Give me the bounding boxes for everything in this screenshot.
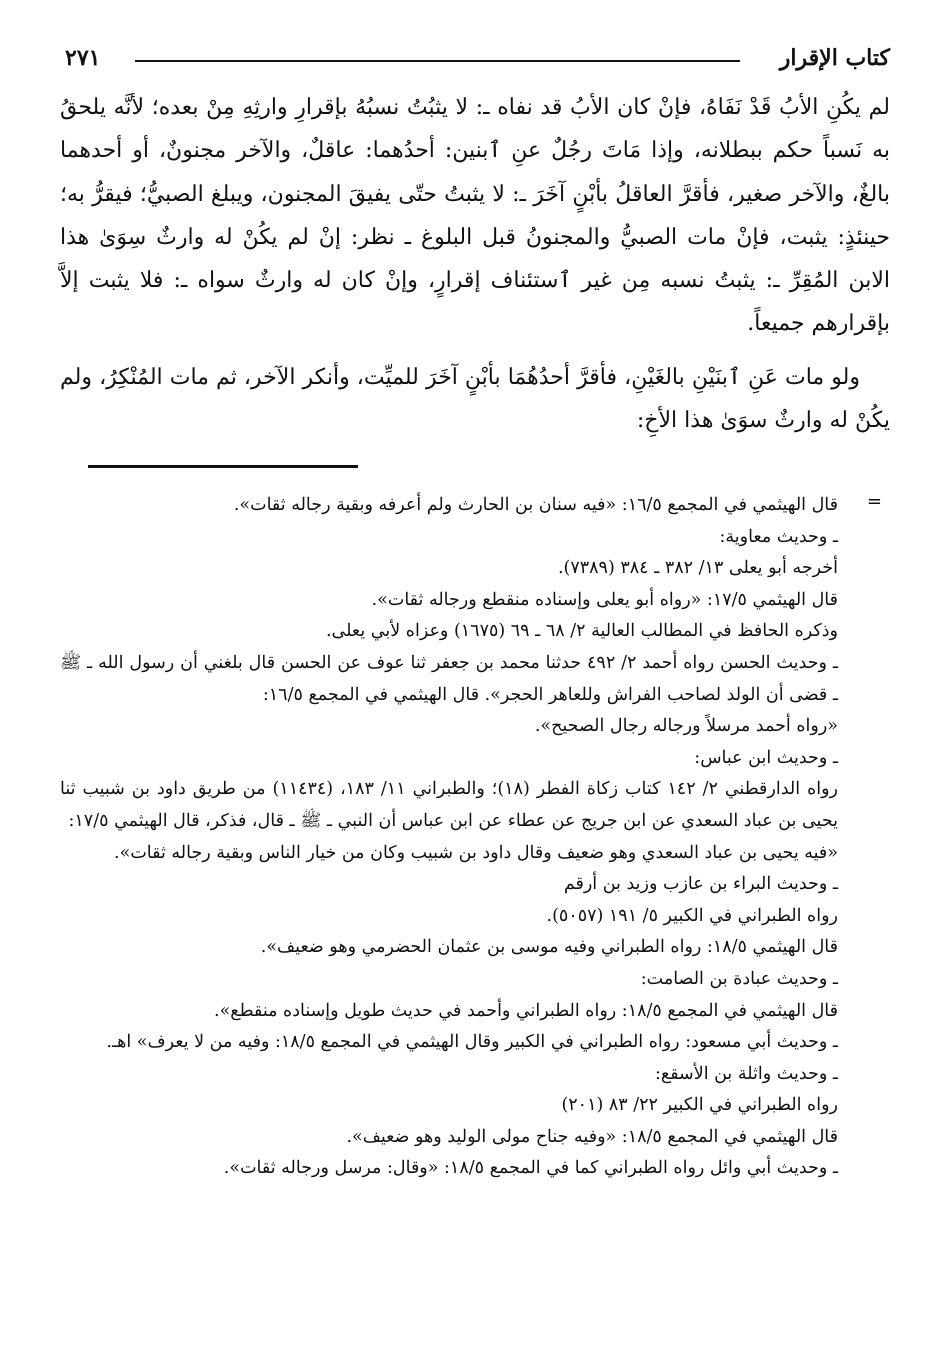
footnote-line: رواه الدارقطني ٢/ ١٤٢ كتاب زكاة الفطر (١٨)؛ والطبراني ١١/ ١٨٣، (١١٤٣٤) من طريق داود بن شبيب ثنا يحيى بن عباد السعدي عن ابن جريج عن عطاء عن ابن عباس أن النبي ـ ﷺ ـ قال، فذكر، قال الهيثمي ١٧/٥: xyxy=(60,779,838,831)
footnote-line: ـ وحديث أبي وائل رواه الطبراني كما في المجمع ١٨/٥: «وقال: مرسل ورجاله ثقات». xyxy=(223,1158,838,1179)
footnote-line: ـ وحديث الحسن رواه أحمد ٢/ ٤٩٢ حدثنا محمد بن جعفر ثنا عوف عن الحسن قال بلغني أن رسول الله ـ ﷺ ـ قضى أن الولد لصاحب الفراش وللعاهر الحجر». قال الهيثمي في المجمع ١٦/٥: xyxy=(60,652,838,705)
footnote-line: ـ وحديث عبادة بن الصامت: xyxy=(640,968,838,989)
footnote-line: وذكره الحافظ في المطالب العالية ٢/ ٦٨ ـ ٦٩ (١٦٧٥) وعزاه لأبي يعلى. xyxy=(325,621,838,642)
footnote-line: «فيه يحيى بن عباد السعدي وهو ضعيف وقال داود بن شبيب وكان من خيار الناس وبقية رجاله ثقات». xyxy=(114,842,838,863)
page-number: ٢٧١ xyxy=(65,45,101,71)
footnote-line: ـ وحديث أبي مسعود: رواه الطبراني في الكبير وقال الهيثمي في المجمع ١٨/٥: وفيه من لا يعرف» اهـ. xyxy=(106,1032,838,1053)
footnote-separator xyxy=(88,465,358,468)
main-text xyxy=(60,86,890,442)
footnote-line: قال الهيثمي في المجمع ١٨/٥: «وفيه جناح مولى الوليد وهو ضعيف». xyxy=(346,1126,838,1147)
page-header xyxy=(65,38,890,78)
footnote-line: رواه الطبراني في الكبير ٥/ ١٩١ (٥٠٥٧). xyxy=(546,905,838,926)
main-paragraph: لم يكُنِ الأبُ قَدْ نَفَاهُ، فإنْ كان الأبُ قد نفاه ـ: لا يثبُتُ نسبُهُ بإقرارِ وارثِهِ مِنْ بعده؛ لأنَّه يلحقُ به نَسباً حكم ببطلانه، وإذا مَاتَ رجُلٌ عنِ ٱبنين: أحدُهما: عاقلٌ، والآخر مجنونٌ، أو أحدهما بالغٌ، والآخر صغير، فأقرَّ العاقلُ بأبْنٍ آخَرَ ـ: لا يثبتُ حتّى يفيقَ المجنون، ويبلغ الصبيُّ؛ فيقرُّ به؛ حينئذٍ: يثبت، فإنْ مات الصبيُّ والمجنونُ قبل البلوغ ـ نظر: إنْ لم يكُنْ له وارثٌ سِوَىٰ هذا الابن المُقِرِّ ـ: يثبتُ نسبه مِن غير ٱستئناف إقرارٍ، وإنْ كان له وارثٌ سواه ـ: فلا يثبت إلاَّ بإقرارهم جميعاً. xyxy=(60,95,890,337)
footnote-line: قال الهيثمي ١٧/٥: «رواه أبو يعلى وإسناده منقطع ورجاله ثقات». xyxy=(371,589,838,610)
footnotes xyxy=(60,490,838,1185)
running-title: كتاب الإقرار xyxy=(779,45,890,71)
footnote-line: أخرجه أبو يعلى ١٣/ ٣٨٢ ـ ٣٨٤ (٧٣٨٩). xyxy=(557,558,838,579)
footnote-line: قال الهيثمي ١٨/٥: رواه الطبراني وفيه موسى بن عثمان الحضرمي وهو ضعيف». xyxy=(260,937,838,958)
footnote-line: «رواه أحمد مرسلاً ورجاله رجال الصحيح». xyxy=(534,716,838,737)
footnote-line: ـ وحديث معاوية: xyxy=(719,526,838,547)
main-paragraph: ولو مات عَنِ ٱبنَيْنِ بالغَيْنِ، فأقرَّ أحدُهُمَا بأبْنٍ آخَرَ للميِّت، وأنكر الآخر، ثم مات المُنْكِرُ، ولم يكُنْ له وارثٌ سوَىٰ هذا الأخِ: xyxy=(60,364,890,434)
footnote-line: ـ وحديث ابن عباس: xyxy=(694,747,838,768)
header-rule xyxy=(135,60,740,62)
footnote-line: ـ وحديث واثلة بن الأسقع: xyxy=(654,1063,838,1084)
footnote-line: قال الهيثمي في المجمع ١٨/٥: رواه الطبراني وأحمد في حديث طويل وإسناده منقطع». xyxy=(214,1000,838,1021)
footnote-continuation-mark: = xyxy=(866,491,882,512)
footnote-line: ـ وحديث البراء بن عازب وزيد بن أرقم xyxy=(563,874,838,895)
footnote-line: رواه الطبراني في الكبير ٢٢/ ٨٣ (٢٠١) xyxy=(561,1095,838,1116)
footnote-line: قال الهيثمي في المجمع ١٦/٥: «فيه سنان بن الحارث ولم أعرفه وبقية رجاله ثقات». xyxy=(233,495,838,515)
